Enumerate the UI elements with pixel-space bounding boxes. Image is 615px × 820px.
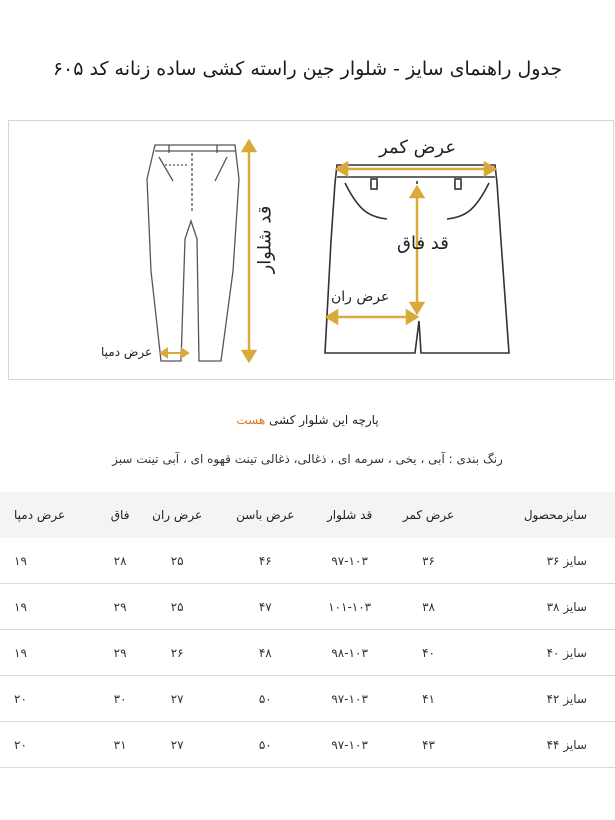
table-cell: ۹۷-۱۰۳ xyxy=(313,722,387,768)
table-cell: ۱۹ xyxy=(0,630,104,676)
table-cell: ۵۰ xyxy=(218,676,313,722)
table-row xyxy=(0,584,615,630)
page-title: جدول راهنمای سایز - شلوار جین راسته کشی ساده زنانه کد ۶۰۵ xyxy=(52,58,563,80)
table-cell: ۱۹ xyxy=(0,584,104,630)
table-cell: ۹۸-۱۰۳ xyxy=(313,630,387,676)
hem-arrow xyxy=(161,349,188,357)
header-rise: فاق xyxy=(104,492,136,538)
table-row xyxy=(0,538,615,584)
thigh-arrow xyxy=(327,311,417,323)
table-cell: ۵۰ xyxy=(218,722,313,768)
thigh-label: عرض ران xyxy=(331,289,390,305)
colors-line: رنگ بندی : آبی ، یخی ، سرمه ای ، ذغالی، ذغالی تینت قهوه ای ، آبی تینت سبز xyxy=(112,452,503,466)
table-cell: ۲۰ xyxy=(0,722,104,768)
table-cell: ۱۹ xyxy=(0,538,104,584)
table-cell: ۲۰ xyxy=(0,676,104,722)
header-hem: عرض دمپا xyxy=(0,492,104,538)
table-cell: ۴۳ xyxy=(387,722,471,768)
rise-label: قد فاق xyxy=(397,233,449,254)
fabric-highlight: هست xyxy=(236,413,266,427)
table-row xyxy=(0,630,615,676)
table-cell: ۱۰۱-۱۰۳ xyxy=(313,584,387,630)
table-cell: ۴۶ xyxy=(218,538,313,584)
table-header-row xyxy=(0,492,615,538)
table-cell: ۲۹ xyxy=(104,584,136,630)
table-row xyxy=(0,722,615,768)
table-cell: ۲۵ xyxy=(136,584,218,630)
jeans-illustration xyxy=(9,121,613,379)
table-cell: ۴۰ xyxy=(387,630,471,676)
table-cell: ۴۷ xyxy=(218,584,313,630)
table-cell: ۲۷ xyxy=(136,722,218,768)
header-length: قد شلوار xyxy=(313,492,387,538)
header-hip: عرض باسن xyxy=(218,492,313,538)
table-cell: ۲۸ xyxy=(104,538,136,584)
table-cell: ۹۷-۱۰۳ xyxy=(313,676,387,722)
table-cell: ۲۹ xyxy=(104,630,136,676)
header-size: سایزمحصول xyxy=(470,492,615,538)
table-cell: سایز ۴۴ xyxy=(470,722,615,768)
table-cell: سایز ۳۸ xyxy=(470,584,615,630)
table-cell: ۳۰ xyxy=(104,676,136,722)
hem-label: عرض دمپا xyxy=(101,345,153,359)
size-table xyxy=(0,492,615,768)
full-jeans-drawing xyxy=(147,145,239,361)
table-cell: ۲۵ xyxy=(136,538,218,584)
table-cell: ۲۷ xyxy=(136,676,218,722)
table-cell: ۲۶ xyxy=(136,630,218,676)
header-waist: عرض کمر xyxy=(387,492,471,538)
table-cell: ۴۱ xyxy=(387,676,471,722)
table-cell: ۹۷-۱۰۳ xyxy=(313,538,387,584)
length-arrow xyxy=(243,141,255,361)
table-cell: ۳۸ xyxy=(387,584,471,630)
table-cell: ۳۱ xyxy=(104,722,136,768)
size-guide-diagram xyxy=(8,120,614,380)
header-thigh: عرض ران xyxy=(136,492,218,538)
length-label: قد شلوار xyxy=(254,205,276,274)
table-cell: ۴۸ xyxy=(218,630,313,676)
fabric-note xyxy=(0,413,615,427)
waist-label: عرض کمر xyxy=(379,137,457,158)
table-cell: ۳۶ xyxy=(387,538,471,584)
table-cell: سایز ۴۲ xyxy=(470,676,615,722)
table-cell: سایز ۳۶ xyxy=(470,538,615,584)
table-cell: سایز ۴۰ xyxy=(470,630,615,676)
fabric-text: پارچه این شلوار کشی xyxy=(268,413,379,427)
table-row xyxy=(0,676,615,722)
